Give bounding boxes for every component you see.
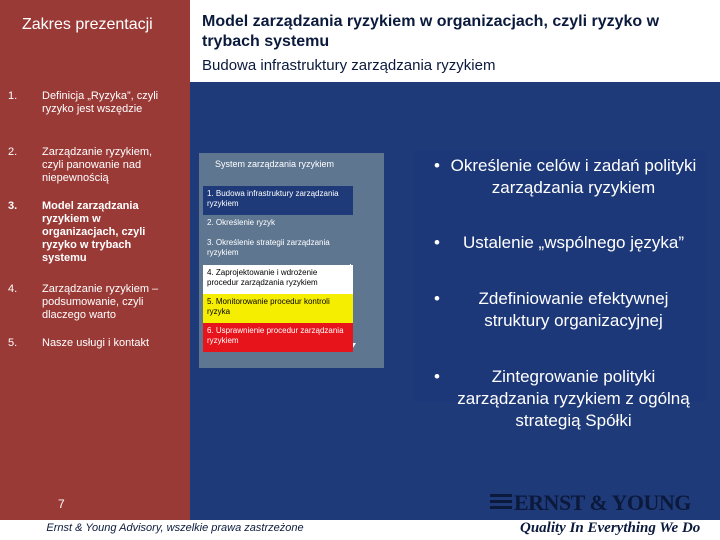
bullet-dot-icon: • xyxy=(434,233,440,252)
page-title: Model zarządzania ryzykiem w organizacjach, czyli ryzyko w trybach systemu xyxy=(202,13,660,50)
vertical-label xyxy=(360,193,380,363)
bullet-item xyxy=(430,155,700,199)
sidebar-title: Zakres prezentacji xyxy=(22,16,153,33)
ernst-young-logo xyxy=(490,490,700,516)
diagram-step[interactable] xyxy=(203,323,353,352)
page-number: 7 xyxy=(58,497,65,511)
diagram-step[interactable] xyxy=(203,294,353,323)
bullet-panel xyxy=(414,150,706,430)
agenda-item-number: 4. xyxy=(8,283,18,295)
diagram-step[interactable] xyxy=(203,186,353,215)
agenda-item-label: Nasze usługi i kontakt xyxy=(42,337,149,349)
bullet-item xyxy=(430,366,700,432)
agenda-item-label: Zarządzanie ryzykiem – podsumowanie, czyli dlaczego warto xyxy=(42,283,159,321)
page-subtitle: Budowa infrastruktury zarządzania ryzykiem xyxy=(202,57,496,74)
bullet-dot-icon: • xyxy=(434,289,440,308)
diagram-step-label: 5. Monitorowanie procedur kontroli ryzyka xyxy=(207,297,330,316)
bullet-text: Określenie celów i zadań polityki zarządzania ryzykiem xyxy=(450,156,697,197)
diagram-step[interactable] xyxy=(203,235,353,264)
agenda-item-label: Zarządzanie ryzykiem, czyli panowanie nad niepewnością xyxy=(42,146,153,184)
agenda-item-number: 5. xyxy=(8,337,18,349)
bullet-dot-icon: • xyxy=(434,156,440,175)
bullet-item xyxy=(430,232,700,254)
bullet-text: Zintegrowanie polityki zarządzania ryzykiem z ogólną strategią Spółki xyxy=(457,367,690,430)
copyright-text: Ernst & Young Advisory, wszelkie prawa zastrzeżone xyxy=(46,522,304,534)
bullet-text: Ustalenie „wspólnego języka” xyxy=(462,233,685,252)
diagram-step-label: 3. Określenie strategii zarządzania ryzykiem xyxy=(207,238,330,257)
diagram-caption: System zarządzania ryzykiem xyxy=(215,159,335,169)
bullet-dot-icon: • xyxy=(434,367,440,386)
slogan: Quality In Everything We Do xyxy=(520,520,701,536)
agenda-item-label: Definicja „Ryzyka”, czyli ryzyko jest wszędzie xyxy=(42,90,159,115)
risk-system-diagram xyxy=(199,153,384,368)
diagram-step[interactable] xyxy=(203,265,353,294)
agenda-item-number: 2. xyxy=(8,146,18,158)
agenda-item-label: Model zarządzania ryzykiem w organizacjach, czyli ryzyko w trybach systemu xyxy=(42,200,146,264)
agenda-item-number: 1. xyxy=(8,90,18,102)
agenda-item-number: 3. xyxy=(8,200,18,212)
sidebar xyxy=(0,0,190,540)
logo-text: ERNST & YOUNG xyxy=(514,490,691,515)
logo-mark-icon xyxy=(490,492,512,514)
bullet-item xyxy=(430,288,700,332)
diagram-step-label: 6. Usprawnienie procedur zarządzania ryzykiem xyxy=(207,326,344,345)
diagram-step-label: 4. Zaprojektowanie i wdrożenie procedur zarządzania ryzykiem xyxy=(207,268,318,287)
bullet-text: Zdefiniowanie efektywnej struktury organizacyjnej xyxy=(478,289,669,330)
diagram-step-label: 1. Budowa infrastruktury zarządzania ryzykiem xyxy=(207,189,339,208)
header xyxy=(190,0,720,82)
diagram-step-label: 2. Określenie ryzyk xyxy=(207,218,276,227)
